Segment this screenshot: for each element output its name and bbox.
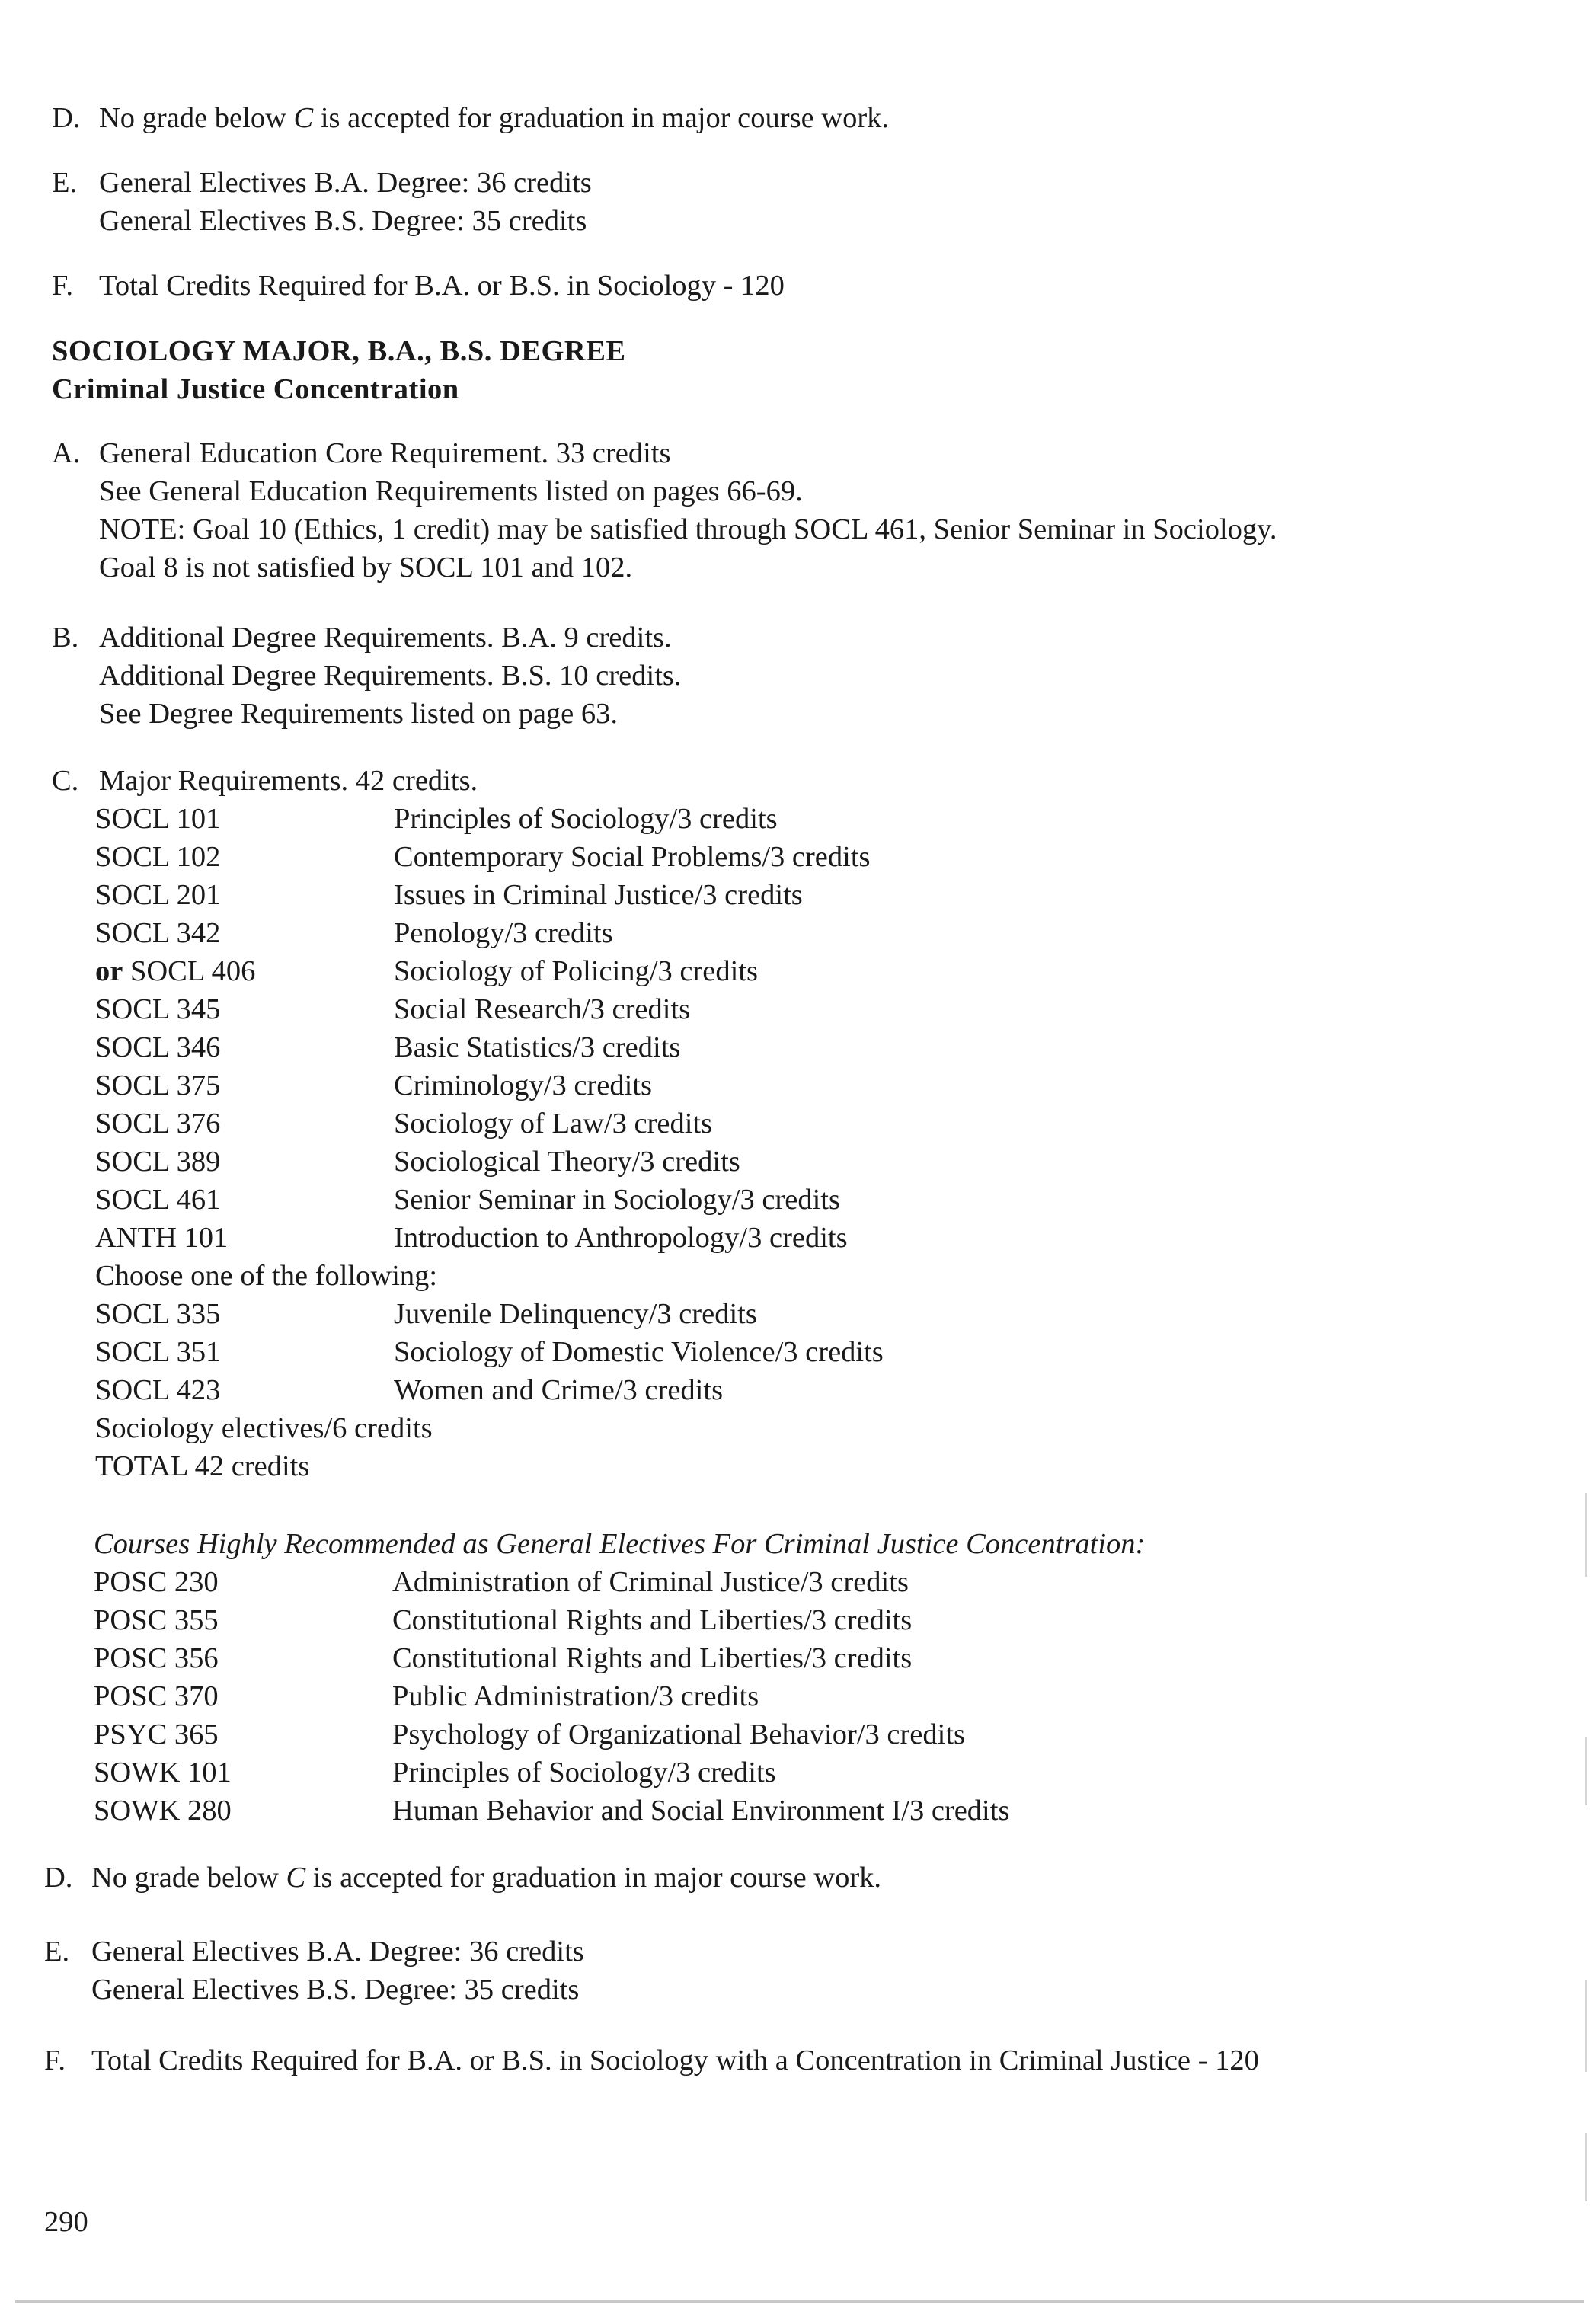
course-row — [95, 952, 1314, 990]
course-code: SOCL 346 — [95, 1031, 221, 1063]
course-title: Sociology of Domestic Violence/3 credits — [394, 1336, 884, 1368]
course-title: Public Administration/3 credits — [392, 1680, 759, 1712]
item-text: Total Credits Required for B.A. or B.S. in Sociology - 120 — [99, 270, 785, 302]
course-code: POSC 356 — [94, 1642, 219, 1674]
course-row — [95, 1104, 1314, 1143]
item-text: Total Credits Required for B.A. or B.S. in Sociology with a Concentration in Criminal Justice - 120 — [91, 2044, 1259, 2076]
item-text: Additional Degree Requirements. B.A. 9 credits. — [99, 622, 672, 654]
recommended-course-list — [94, 1563, 1312, 1830]
section-title: SOCIOLOGY MAJOR, B.A., B.S. DEGREE — [52, 335, 626, 367]
course-row — [95, 1181, 1314, 1219]
item-letter: B. — [52, 622, 79, 654]
item-letter: F. — [52, 270, 73, 302]
item-text: Major Requirements. 42 credits. — [99, 765, 478, 797]
item-text: See Degree Requirements listed on page 63. — [99, 698, 619, 730]
course-code: SOWK 280 — [94, 1795, 232, 1827]
course-code: SOCL 342 — [95, 917, 221, 949]
course-row — [95, 1333, 1314, 1371]
recommended-heading: Courses Highly Recommended as General Electives For Criminal Justice Concentration: — [94, 1528, 1146, 1560]
scan-edge-mark — [1585, 1493, 1587, 1577]
course-code: ANTH 101 — [95, 1222, 229, 1254]
item-text: General Electives B.A. Degree: 36 credits — [99, 167, 592, 199]
course-title: Criminology/3 credits — [394, 1069, 652, 1101]
scan-edge-mark — [1585, 1980, 1587, 2072]
item-text: Goal 8 is not satisfied by SOCL 101 and 102. — [99, 551, 633, 583]
course-row — [94, 1639, 1312, 1677]
course-title: Administration of Criminal Justice/3 credits — [392, 1566, 909, 1598]
course-title: Juvenile Delinquency/3 credits — [394, 1298, 757, 1330]
item-text: Additional Degree Requirements. B.S. 10 credits. — [99, 660, 682, 692]
course-code: PSYC 365 — [94, 1718, 219, 1750]
bottom-item-d — [44, 1859, 881, 1897]
course-code: SOWK 101 — [94, 1757, 232, 1789]
electives-total — [95, 1409, 433, 1485]
course-title: Women and Crime/3 credits — [394, 1374, 724, 1406]
course-code: SOCL 102 — [95, 841, 221, 873]
course-code: SOCL 376 — [95, 1108, 221, 1140]
course-code: SOCL 351 — [95, 1336, 221, 1368]
course-row — [94, 1563, 1312, 1601]
course-title: Sociology of Policing/3 credits — [394, 955, 758, 987]
section-heading — [52, 332, 626, 408]
course-title: Social Research/3 credits — [394, 993, 691, 1025]
course-row — [94, 1792, 1312, 1830]
course-title: Senior Seminar in Sociology/3 credits — [394, 1184, 840, 1216]
course-title: Contemporary Social Problems/3 credits — [394, 841, 871, 873]
item-a — [52, 434, 1277, 587]
course-code: SOCL 335 — [95, 1298, 221, 1330]
course-code: SOCL 423 — [95, 1374, 221, 1406]
course-row — [95, 1371, 1314, 1409]
top-item-d — [52, 99, 889, 137]
item-letter: C. — [52, 765, 79, 797]
item-text: General Education Core Requirement. 33 credits — [99, 437, 671, 469]
item-text: NOTE: Goal 10 (Ethics, 1 credit) may be satisfied through SOCL 461, Senior Seminar in Sociology. — [99, 513, 1277, 545]
course-row — [95, 990, 1314, 1028]
major-course-list — [95, 800, 1314, 1257]
course-code: POSC 355 — [94, 1604, 219, 1636]
item-text: General Electives B.S. Degree: 35 credits — [99, 205, 587, 237]
course-title: Sociology of Law/3 credits — [394, 1108, 713, 1140]
item-c — [52, 762, 478, 800]
course-row — [95, 838, 1314, 876]
item-letter: E. — [52, 167, 78, 199]
scan-edge-mark — [1585, 2133, 1587, 2201]
item-letter: F. — [44, 2044, 66, 2076]
item-text: No grade below C is accepted for graduation in major course work. — [99, 102, 890, 134]
course-title: Introduction to Anthropology/3 credits — [394, 1222, 848, 1254]
course-row — [95, 1295, 1314, 1333]
course-code: SOCL 345 — [95, 993, 221, 1025]
scan-bottom-rule — [15, 2300, 1584, 2303]
course-title: Human Behavior and Social Environment I/3 credits — [392, 1795, 1010, 1827]
top-item-e — [52, 164, 592, 240]
course-code: POSC 370 — [94, 1680, 219, 1712]
course-row — [94, 1677, 1312, 1715]
total-line: TOTAL 42 credits — [95, 1450, 310, 1482]
course-title: Penology/3 credits — [394, 917, 613, 949]
course-title: Constitutional Rights and Liberties/3 credits — [392, 1642, 913, 1674]
item-b — [52, 619, 682, 733]
course-title: Psychology of Organizational Behavior/3 credits — [392, 1718, 966, 1750]
choose-one-label: Choose one of the following: — [95, 1260, 438, 1292]
course-row — [94, 1753, 1312, 1792]
top-item-f — [52, 267, 785, 305]
course-title: Issues in Criminal Justice/3 credits — [394, 879, 803, 911]
course-code: SOCL 461 — [95, 1184, 221, 1216]
course-title: Principles of Sociology/3 credits — [392, 1757, 776, 1789]
item-letter: D. — [44, 1862, 73, 1894]
course-code: SOCL 201 — [95, 879, 221, 911]
course-row — [95, 876, 1314, 914]
course-row — [95, 1066, 1314, 1104]
item-text: See General Education Requirements listed on pages 66-69. — [99, 475, 803, 507]
item-text: No grade below C is accepted for graduation in major course work. — [91, 1862, 882, 1894]
course-row — [95, 800, 1314, 838]
item-text: General Electives B.A. Degree: 36 credits — [91, 1936, 584, 1968]
course-title: Sociological Theory/3 credits — [394, 1146, 740, 1178]
item-text: General Electives B.S. Degree: 35 credits — [91, 1974, 580, 2006]
bottom-item-e — [44, 1932, 584, 2009]
course-title: Constitutional Rights and Liberties/3 credits — [392, 1604, 913, 1636]
course-title: Basic Statistics/3 credits — [394, 1031, 681, 1063]
item-letter: D. — [52, 102, 81, 134]
course-code: POSC 230 — [94, 1566, 219, 1598]
scan-edge-mark — [1585, 1737, 1587, 1805]
choice-course-list — [95, 1295, 1314, 1409]
course-code: SOCL 389 — [95, 1146, 221, 1178]
course-row — [95, 914, 1314, 952]
course-row — [95, 1219, 1314, 1257]
bottom-item-f — [44, 2041, 1259, 2079]
course-code: SOCL 375 — [95, 1069, 221, 1101]
item-letter: E. — [44, 1936, 70, 1968]
page-number: 290 — [44, 2206, 88, 2238]
course-row — [94, 1715, 1312, 1753]
section-subtitle: Criminal Justice Concentration — [52, 373, 459, 405]
item-letter: A. — [52, 437, 81, 469]
course-row — [94, 1601, 1312, 1639]
electives-line: Sociology electives/6 credits — [95, 1412, 433, 1444]
course-code: or SOCL 406 — [95, 955, 256, 987]
course-code: SOCL 101 — [95, 803, 221, 835]
course-title: Principles of Sociology/3 credits — [394, 803, 778, 835]
course-row — [95, 1028, 1314, 1066]
course-row — [95, 1143, 1314, 1181]
